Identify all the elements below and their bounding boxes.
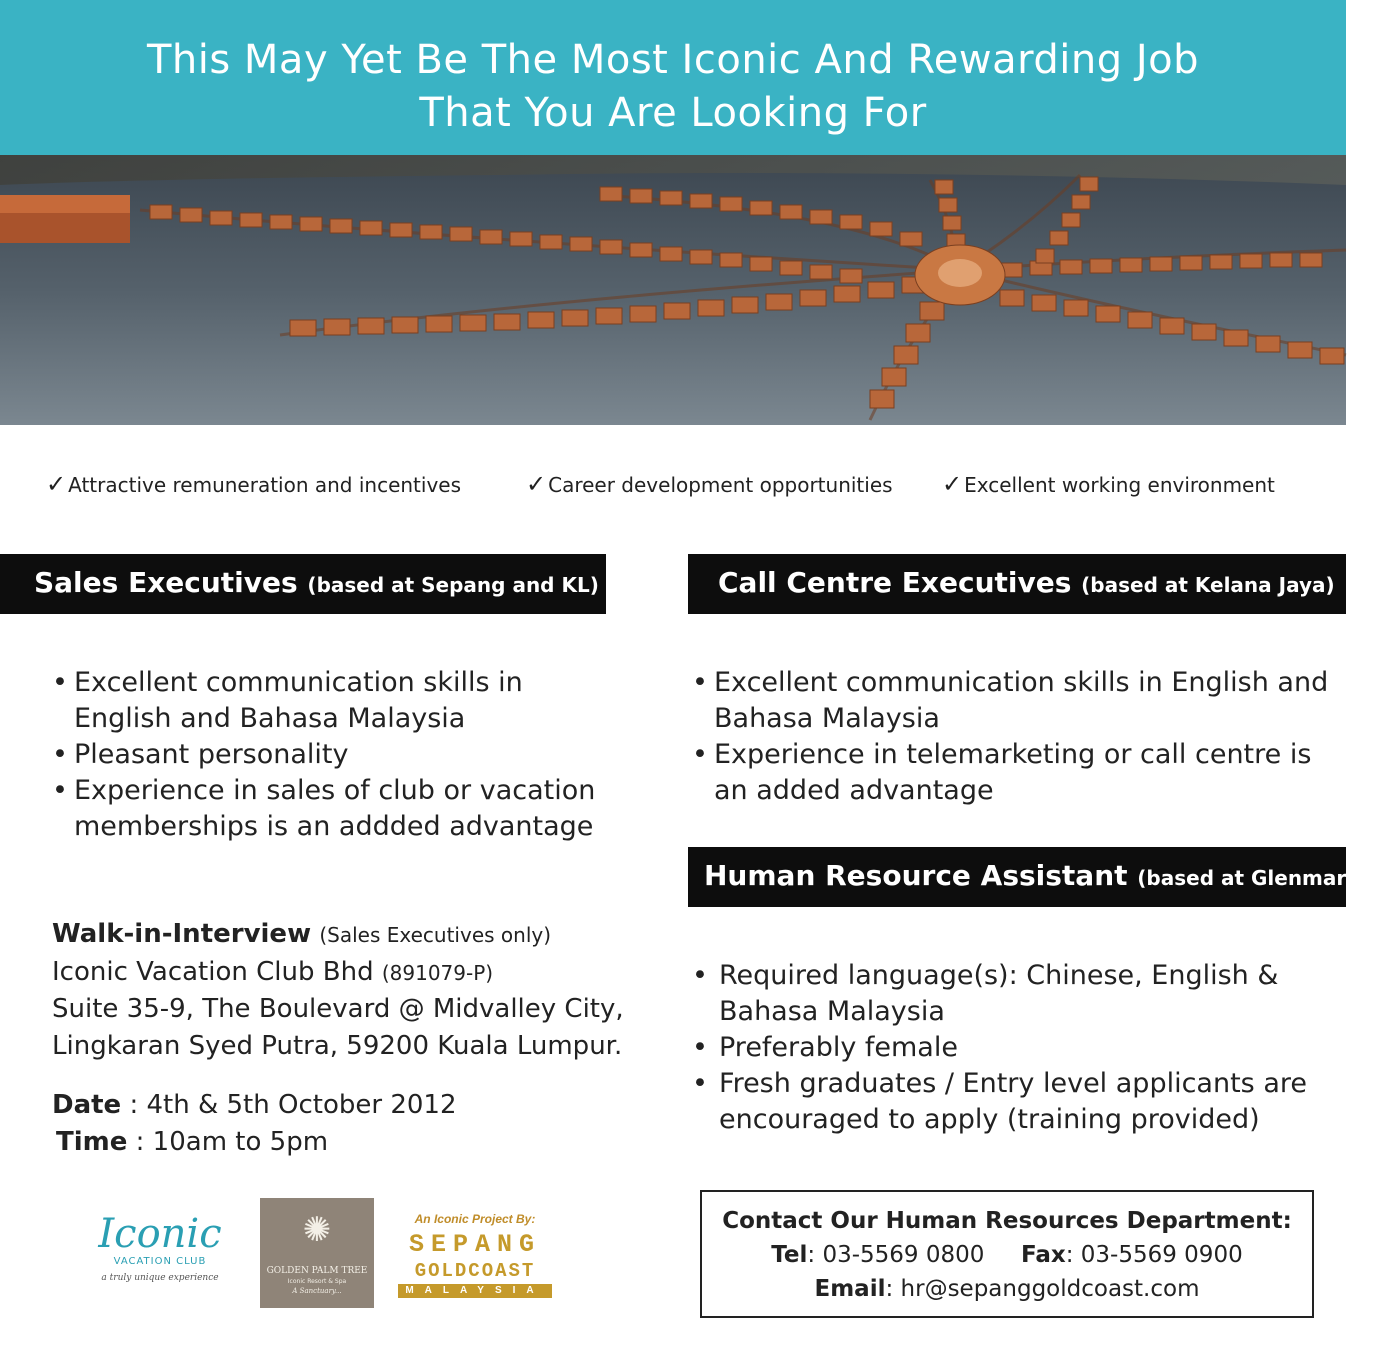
hr-requirements-list — [692, 958, 1322, 1138]
list-item: • Excellent communication skills in English and Bahasa Malaysia — [692, 665, 1332, 737]
call-centre-header — [688, 554, 1346, 614]
checkmark-icon: ✓ — [526, 470, 547, 498]
list-item: • Fresh graduates / Entry level applicants are encouraged to apply (training provided) — [692, 1066, 1322, 1138]
sales-title-line — [34, 566, 599, 599]
benefit-item — [942, 470, 1275, 498]
tel-number: 03-5569 0800 — [822, 1242, 985, 1268]
contact-box — [700, 1190, 1314, 1318]
callcentre-requirements-list — [692, 665, 1332, 809]
list-item: • Experience in telemarketing or call centre is an added advantage — [692, 737, 1332, 809]
list-item: • Excellent communication skills in English and Bahasa Malaysia — [52, 665, 612, 737]
email-line: Email: hr@sepanggoldcoast.com — [814, 1276, 1200, 1302]
address-line-1: Suite 35-9, The Boulevard @ Midvalley City, — [52, 994, 624, 1024]
address-line-2: Lingkaran Syed Putra, 59200 Kuala Lumpur. — [52, 1030, 623, 1061]
gpt-logo-name: GOLDEN PALM TREE — [266, 1266, 368, 1276]
headline-line-2: That You Are Looking For — [419, 90, 927, 136]
interview-date: 4th & 5th October 2012 — [146, 1090, 457, 1120]
callcentre-location: (based at Kelana Jaya) — [1081, 573, 1335, 597]
benefit-label: Excellent working environment — [964, 473, 1275, 497]
iconic-logo-subtext: VACATION CLUB — [113, 1256, 207, 1267]
sales-executives-header — [0, 554, 606, 614]
benefit-item — [46, 470, 461, 498]
company-reg: (891079-P) — [381, 960, 494, 985]
benefit-label: Career development opportunities — [548, 473, 893, 497]
gpt-logo-subtext: Iconic Resort & Spa — [287, 1278, 347, 1285]
sepang-goldcoast-logo — [398, 1212, 552, 1308]
callcentre-title: Call Centre Executives — [718, 566, 1072, 599]
contact-heading: Contact Our Human Resources Department: — [722, 1208, 1292, 1234]
company-name: Iconic Vacation Club Bhd — [52, 956, 374, 987]
benefit-item — [526, 470, 893, 498]
golden-palm-tree-logo — [260, 1198, 374, 1308]
interview-time: 10am to 5pm — [152, 1126, 329, 1157]
interview-heading: Walk-in-Interview — [52, 919, 312, 949]
list-item: • Preferably female — [692, 1030, 1322, 1066]
headline-line-1: This May Yet Be The Most Iconic And Rewarding Job — [146, 37, 1200, 83]
list-item: • Experience in sales of club or vacation memberships is an addded advantage — [52, 773, 612, 845]
phone-fax-line: Tel: 03-5569 0800 Fax: 03-5569 0900 — [771, 1242, 1243, 1268]
checkmark-icon: ✓ — [46, 470, 67, 498]
time-label: Time — [56, 1126, 128, 1157]
time-line: Time : 10am to 5pm — [56, 1126, 329, 1157]
walk-in-interview-info — [52, 916, 624, 1160]
email-label: Email — [814, 1276, 886, 1302]
list-item: • Required language(s): Chinese, English & Bahasa Malaysia — [692, 958, 1322, 1030]
goldcoast-text: GOLDCOAST — [414, 1260, 536, 1282]
hr-title-line — [704, 859, 1376, 892]
iconic-logo-tagline: a truly unique experience — [101, 1273, 219, 1283]
header-banner — [0, 0, 1346, 155]
fax-label: Fax — [1020, 1242, 1066, 1268]
gpt-logo-tagline: A Sanctuary... — [292, 1287, 342, 1295]
date-label: Date — [52, 1090, 122, 1120]
hr-location: (based at Glenmarie) — [1137, 866, 1376, 890]
benefit-label: Attractive remuneration and incentives — [68, 473, 462, 497]
interview-heading-line — [52, 916, 624, 954]
sales-location: (based at Sepang and KL) — [307, 573, 599, 597]
iconic-vacation-club-logo — [80, 1212, 240, 1292]
logos-row — [80, 1198, 560, 1310]
callcentre-title-line — [718, 566, 1335, 599]
palm-tree-icon: ✺ — [302, 1210, 332, 1250]
malaysia-text: MALAYSIA — [398, 1284, 552, 1298]
tel-label: Tel — [771, 1242, 808, 1268]
project-by-label: An Iconic Project By: — [414, 1212, 536, 1226]
list-item: • Pleasant personality — [52, 737, 612, 773]
sales-requirements-list — [52, 665, 612, 845]
company-line — [52, 954, 624, 992]
sepang-text: SEPANG — [408, 1230, 541, 1259]
iconic-logo-text: Iconic — [98, 1211, 222, 1257]
contact-heading-line — [702, 1204, 1312, 1238]
hr-title: Human Resource Assistant — [704, 859, 1128, 892]
checkmark-icon: ✓ — [942, 470, 963, 498]
interview-note: (Sales Executives only) — [319, 923, 552, 947]
fax-number: 03-5569 0900 — [1080, 1242, 1243, 1268]
email-address: hr@sepanggoldcoast.com — [900, 1276, 1200, 1302]
sales-title: Sales Executives — [34, 566, 298, 599]
benefits-row — [0, 470, 1346, 502]
resort-aerial-photo — [0, 155, 1346, 425]
date-line: Date : 4th & 5th October 2012 — [52, 1090, 457, 1120]
hr-assistant-header — [688, 847, 1376, 907]
